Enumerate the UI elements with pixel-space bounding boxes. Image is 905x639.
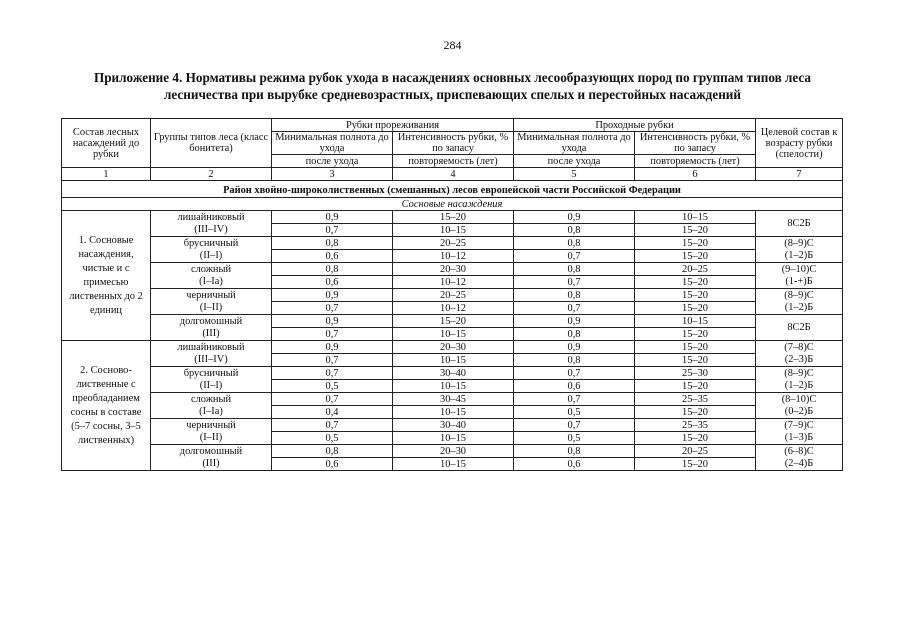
passing-intensity: 20–25	[635, 445, 756, 458]
target-composition: (1–2)Б	[756, 250, 843, 263]
passing-min-density: 0,7	[514, 302, 635, 315]
table-row	[62, 419, 843, 432]
passing-intensity: 15–20	[635, 406, 756, 419]
thinning-min-density: 0,7	[272, 354, 393, 367]
column-number: 2	[151, 168, 272, 181]
thinning-intensity: 10–12	[393, 302, 514, 315]
table-row	[62, 367, 843, 380]
target-composition: (8–9)С	[756, 367, 843, 380]
passing-intensity: 15–20	[635, 237, 756, 250]
header-after-care: после ухода	[514, 155, 635, 168]
column-number: 5	[514, 168, 635, 181]
norms-table	[61, 118, 843, 471]
thinning-intensity: 30–45	[393, 393, 514, 406]
thinning-min-density: 0,7	[272, 367, 393, 380]
target-composition: (9–10)С	[756, 263, 843, 276]
column-number: 1	[62, 168, 151, 181]
thinning-intensity: 10–15	[393, 354, 514, 367]
table-row	[62, 445, 843, 458]
passing-intensity: 15–20	[635, 328, 756, 341]
thinning-intensity: 20–25	[393, 289, 514, 302]
passing-intensity: 15–20	[635, 380, 756, 393]
thinning-min-density: 0,8	[272, 237, 393, 250]
thinning-min-density: 0,7	[272, 302, 393, 315]
passing-intensity: 15–20	[635, 224, 756, 237]
forest-type-class: (I–II)	[151, 302, 272, 315]
thinning-intensity: 15–20	[393, 315, 514, 328]
passing-min-density: 0,6	[514, 458, 635, 471]
passing-min-density: 0,8	[514, 237, 635, 250]
table-row	[62, 432, 843, 445]
table-row	[62, 328, 843, 341]
region-heading: Район хвойно-широколиственных (смешанных) лесов европейской части Российской Федерации	[62, 181, 843, 198]
thinning-intensity: 20–30	[393, 341, 514, 354]
forest-type-name: черничный	[151, 419, 272, 432]
target-composition: (1–2)Б	[756, 302, 843, 315]
forest-type-name: долгомошный	[151, 445, 272, 458]
forest-type-name: брусничный	[151, 237, 272, 250]
table-row	[62, 289, 843, 302]
passing-min-density: 0,8	[514, 224, 635, 237]
thinning-intensity: 10–15	[393, 406, 514, 419]
stand-composition-cell: 1. Сосновые насаждения, чистые и с примесью лиственных до 2 единиц	[62, 211, 151, 341]
page-number: 284	[443, 38, 462, 52]
header-repeatability: повторяемость (лет)	[635, 155, 756, 168]
thinning-min-density: 0,9	[272, 211, 393, 224]
passing-min-density: 0,8	[514, 263, 635, 276]
passing-min-density: 0,8	[514, 289, 635, 302]
section-subheading: Сосновые насаждения	[62, 198, 843, 211]
thinning-min-density: 0,9	[272, 341, 393, 354]
passing-intensity: 15–20	[635, 341, 756, 354]
thinning-intensity: 15–20	[393, 211, 514, 224]
header-forest-types: Группы типов леса (класс бонитета)	[151, 119, 272, 168]
thinning-min-density: 0,9	[272, 289, 393, 302]
passing-intensity: 20–25	[635, 263, 756, 276]
forest-type-class: (II–I)	[151, 380, 272, 393]
passing-intensity: 10–15	[635, 211, 756, 224]
thinning-min-density: 0,7	[272, 328, 393, 341]
forest-type-class: (III–IV)	[151, 354, 272, 367]
passing-min-density: 0,8	[514, 328, 635, 341]
thinning-min-density: 0,4	[272, 406, 393, 419]
header-repeatability: повторяемость (лет)	[393, 155, 514, 168]
target-composition: 8С2Б	[756, 315, 843, 341]
target-composition: (0–2)Б	[756, 406, 843, 419]
thinning-intensity: 30–40	[393, 419, 514, 432]
forest-type-name: черничный	[151, 289, 272, 302]
forest-type-name: сложный	[151, 393, 272, 406]
passing-min-density: 0,8	[514, 445, 635, 458]
passing-min-density: 0,7	[514, 250, 635, 263]
thinning-min-density: 0,9	[272, 315, 393, 328]
header-target: Целевой состав к возрасту рубки (спелости)	[756, 119, 843, 168]
target-composition: (8–9)С	[756, 289, 843, 302]
header-after-care: после ухода	[272, 155, 393, 168]
page-title: Приложение 4. Нормативы режима рубок ухода в насаждениях основных лесообразующих пород по группам типов леса лесничества при вырубке средневозрастных, приспевающих спелых и перестойных насаждений	[93, 70, 812, 102]
passing-intensity: 15–20	[635, 302, 756, 315]
passing-min-density: 0,5	[514, 432, 635, 445]
column-number: 3	[272, 168, 393, 181]
passing-min-density: 0,8	[514, 354, 635, 367]
header-min-density: Минимальная полнота до ухода	[514, 132, 635, 155]
table-row	[62, 224, 843, 237]
passing-min-density: 0,7	[514, 419, 635, 432]
table-row	[62, 406, 843, 419]
table-row	[62, 315, 843, 328]
target-composition: (8–10)С	[756, 393, 843, 406]
passing-min-density: 0,7	[514, 367, 635, 380]
target-composition: (7–8)С	[756, 341, 843, 354]
passing-intensity: 15–20	[635, 458, 756, 471]
table-row	[62, 458, 843, 471]
thinning-min-density: 0,5	[272, 380, 393, 393]
forest-type-name: сложный	[151, 263, 272, 276]
passing-intensity: 25–30	[635, 367, 756, 380]
region-row	[62, 181, 843, 198]
thinning-intensity: 10–15	[393, 458, 514, 471]
target-composition: (2–3)Б	[756, 354, 843, 367]
thinning-intensity: 10–15	[393, 328, 514, 341]
header-composition: Состав лесных насаждений до рубки	[62, 119, 151, 168]
thinning-min-density: 0,8	[272, 263, 393, 276]
target-composition: 8С2Б	[756, 211, 843, 237]
thinning-min-density: 0,6	[272, 250, 393, 263]
thinning-intensity: 30–40	[393, 367, 514, 380]
passing-intensity: 15–20	[635, 289, 756, 302]
subheading-row	[62, 198, 843, 211]
thinning-intensity: 20–30	[393, 445, 514, 458]
header-intensity: Интенсивность рубки, % по запасу	[393, 132, 514, 155]
target-composition: (1-+)Б	[756, 276, 843, 289]
table-row	[62, 250, 843, 263]
header-thinning: Рубки прореживания	[272, 119, 514, 132]
forest-type-class: (II–I)	[151, 250, 272, 263]
thinning-min-density: 0,7	[272, 419, 393, 432]
target-composition: (1–2)Б	[756, 380, 843, 393]
thinning-intensity: 10–12	[393, 250, 514, 263]
header-passing: Проходные рубки	[514, 119, 756, 132]
table-row	[62, 276, 843, 289]
header-intensity: Интенсивность рубки, % по запасу	[635, 132, 756, 155]
passing-intensity: 25–35	[635, 419, 756, 432]
thinning-intensity: 10–12	[393, 276, 514, 289]
passing-min-density: 0,5	[514, 406, 635, 419]
table-row	[62, 263, 843, 276]
passing-intensity: 15–20	[635, 276, 756, 289]
passing-min-density: 0,9	[514, 315, 635, 328]
thinning-intensity: 20–25	[393, 237, 514, 250]
forest-type-class: (III)	[151, 458, 272, 471]
thinning-intensity: 10–15	[393, 380, 514, 393]
passing-intensity: 10–15	[635, 315, 756, 328]
header-min-density: Минимальная полнота до ухода	[272, 132, 393, 155]
column-numbers-row	[62, 168, 843, 181]
thinning-min-density: 0,5	[272, 432, 393, 445]
thinning-intensity: 20–30	[393, 263, 514, 276]
table-row	[62, 393, 843, 406]
passing-min-density: 0,7	[514, 393, 635, 406]
forest-type-class: (III)	[151, 328, 272, 341]
table-row	[62, 354, 843, 367]
forest-type-name: брусничный	[151, 367, 272, 380]
passing-intensity: 25–35	[635, 393, 756, 406]
target-composition: (7–9)С	[756, 419, 843, 432]
column-number: 4	[393, 168, 514, 181]
column-number: 7	[756, 168, 843, 181]
thinning-min-density: 0,8	[272, 445, 393, 458]
passing-intensity: 15–20	[635, 250, 756, 263]
thinning-intensity: 10–15	[393, 432, 514, 445]
target-composition: (6–8)С	[756, 445, 843, 458]
table-row	[62, 341, 843, 354]
table-row	[62, 302, 843, 315]
target-composition: (8–9)С	[756, 237, 843, 250]
passing-min-density: 0,6	[514, 380, 635, 393]
column-number: 6	[635, 168, 756, 181]
header-row-1	[62, 119, 843, 132]
passing-min-density: 0,9	[514, 211, 635, 224]
forest-type-class: (I–Ia)	[151, 406, 272, 419]
thinning-min-density: 0,6	[272, 458, 393, 471]
forest-type-name: лишайниковый	[151, 341, 272, 354]
passing-min-density: 0,9	[514, 341, 635, 354]
target-composition: (2–4)Б	[756, 458, 843, 471]
stand-composition-cell: 2. Сосново-лиственные с преобладанием сосны в составе (5–7 сосны, 3–5 лиственных)	[62, 341, 151, 471]
table-row	[62, 211, 843, 224]
table-row	[62, 237, 843, 250]
passing-intensity: 15–20	[635, 432, 756, 445]
thinning-min-density: 0,7	[272, 224, 393, 237]
passing-min-density: 0,7	[514, 276, 635, 289]
forest-type-class: (I–Ia)	[151, 276, 272, 289]
thinning-intensity: 10–15	[393, 224, 514, 237]
forest-type-class: (III–IV)	[151, 224, 272, 237]
forest-type-name: долгомошный	[151, 315, 272, 328]
target-composition: (1–3)Б	[756, 432, 843, 445]
passing-intensity: 15–20	[635, 354, 756, 367]
thinning-min-density: 0,6	[272, 276, 393, 289]
forest-type-name: лишайниковый	[151, 211, 272, 224]
forest-type-class: (I–II)	[151, 432, 272, 445]
table-row	[62, 380, 843, 393]
thinning-min-density: 0,7	[272, 393, 393, 406]
